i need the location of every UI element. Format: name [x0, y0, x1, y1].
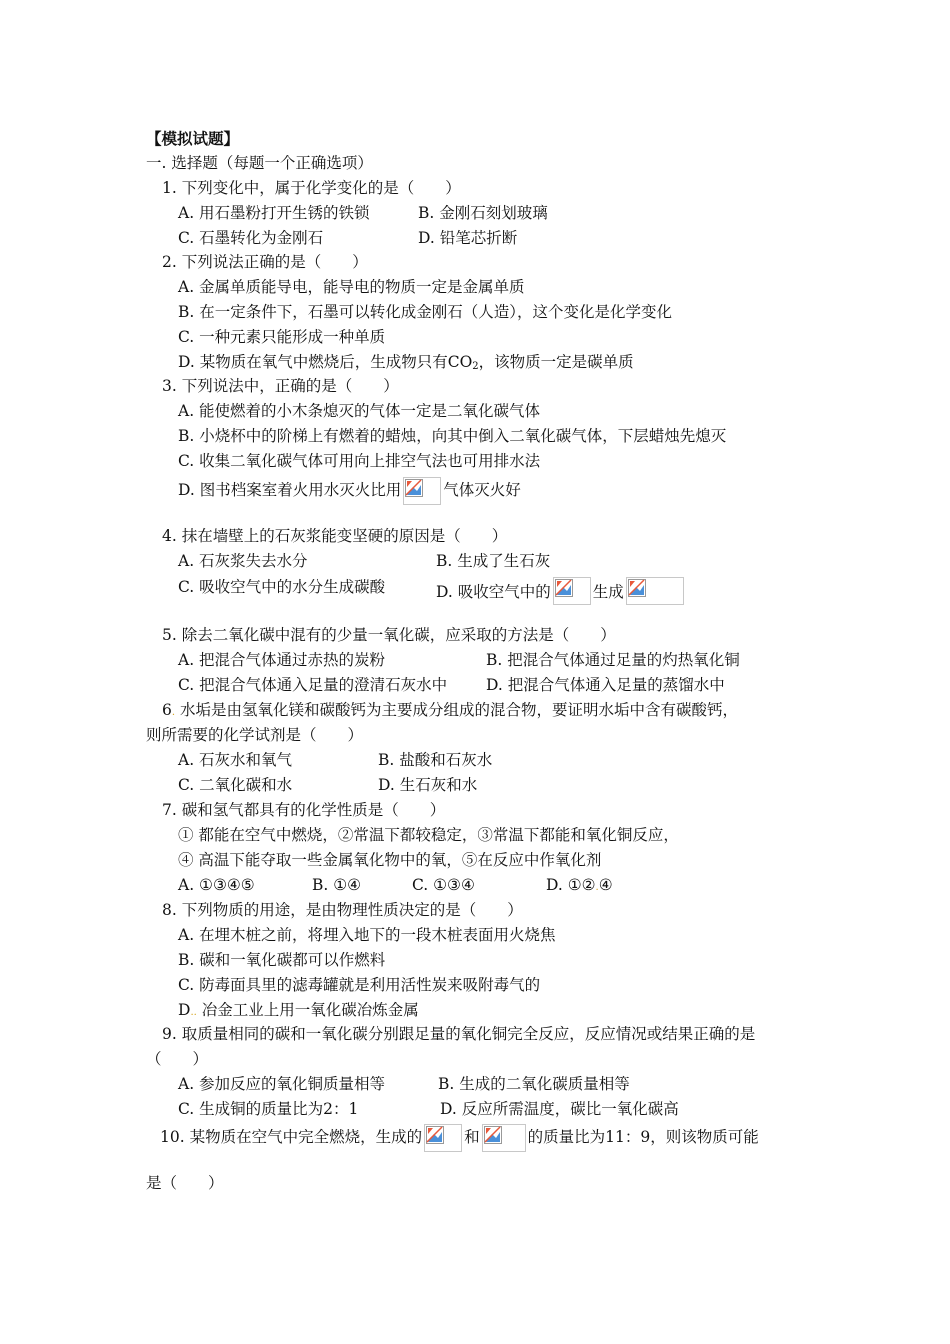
- dot-mark: .: [595, 882, 599, 893]
- dot-mark: .: [190, 1007, 194, 1018]
- question-1-option-d: D. 铅笔芯折断: [418, 229, 518, 247]
- question-6-stem-cont: 则所需要的化学试剂是（ ）: [146, 726, 364, 744]
- option-d-text-1: D. 某物质在氧气中燃烧后，生成物只有CO: [178, 353, 473, 371]
- question-5-option-d: D. 把混合气体通入足量的蒸馏水中: [486, 676, 725, 694]
- option-d-text-2: 气体灭火好: [443, 481, 521, 499]
- broken-image-icon: [482, 1124, 526, 1152]
- broken-image-icon: [553, 577, 591, 605]
- question-1-option-c: C. 石墨转化为金刚石: [178, 229, 324, 247]
- option-d-text-1: D. 吸收空气中的: [436, 583, 551, 601]
- part-heading: 一. 选择题（每题一个正确选项）: [146, 154, 373, 172]
- question-1-option-a: A. 用石墨粉打开生锈的铁锁: [178, 204, 370, 222]
- section-title: 【模拟试题】: [146, 129, 240, 148]
- question-1-option-b: B. 金刚石刻划玻璃: [418, 204, 548, 222]
- dot-mark: .: [193, 1007, 197, 1018]
- question-7-option-d: [546, 875, 613, 898]
- question-3-option-d: [178, 477, 521, 505]
- question-2-stem: 2. 下列说法正确的是（ ）: [162, 253, 368, 271]
- question-8-option-c: C. 防毒面具里的滤毒罐就是利用活性炭来吸附毒气的: [178, 976, 541, 994]
- question-9-option-d: D. 反应所需温度，碳比一氧化碳高: [440, 1100, 679, 1118]
- question-1-stem: 1. 下列变化中，属于化学变化的是（ ）: [162, 179, 461, 197]
- question-7-stem: 7. 碳和氢气都具有的化学性质是（ ）: [162, 801, 446, 819]
- question-8-option-b: B. 碳和一氧化碳都可以作燃料: [178, 951, 386, 969]
- stem-text: 水垢是由氢氧化镁和碳酸钙为主要成分组成的混合物，要证明水垢中含有碳酸钙，: [180, 701, 739, 719]
- question-7-line-1: ① 都能在空气中燃烧，②常温下都较稳定，③常温下都能和氧化铜反应，: [178, 826, 679, 844]
- broken-image-icon: [424, 1124, 462, 1152]
- question-8-stem: 8. 下列物质的用途，是由物理性质决定的是（ ）: [162, 901, 523, 919]
- option-d-text: 冶金工业上用一氧化碳冶炼金属: [201, 1001, 419, 1019]
- question-number: 6: [162, 701, 172, 719]
- question-5-option-c: C. 把混合气体通入足量的澄清石灰水中: [178, 676, 448, 694]
- question-3-stem: 3. 下列说法中，正确的是（ ）: [162, 377, 399, 395]
- question-6-option-a: A. 石灰水和氧气: [178, 751, 293, 769]
- question-9-stem: 9. 取质量相同的碳和一氧化碳分别跟足量的氧化铜完全反应，反应情况或结果正确的是: [162, 1025, 756, 1043]
- question-4-option-c: C. 吸收空气中的水分生成碳酸: [178, 578, 386, 596]
- question-2-option-c: C. 一种元素只能形成一种单质: [178, 328, 386, 346]
- option-d-text-1: D. ①②: [546, 876, 596, 894]
- option-d-text-2: ，该物质一定是碳单质: [478, 353, 634, 371]
- question-10-stem-cont: 是（ ）: [146, 1174, 224, 1192]
- question-9-stem-cont: （ ）: [146, 1050, 209, 1068]
- question-2-option-b: B. 在一定条件下，石墨可以转化成金刚石（人造），这个变化是化学变化: [178, 303, 672, 321]
- question-4-option-b: B. 生成了生石灰: [436, 552, 551, 570]
- stem-text-2: 和: [464, 1128, 480, 1146]
- question-3-option-a: A. 能使燃着的小木条熄灭的气体一定是二氧化碳气体: [178, 402, 541, 420]
- question-10-stem: [160, 1124, 759, 1152]
- question-6-option-b: B. 盐酸和石灰水: [378, 751, 493, 769]
- question-2-option-a: A. 金属单质能导电，能导电的物质一定是金属单质: [178, 278, 525, 296]
- question-8-option-d: [178, 1000, 419, 1023]
- broken-image-icon: [626, 577, 684, 605]
- question-5-stem: 5. 除去二氧化碳中混有的少量一氧化碳，应采取的方法是（ ）: [162, 626, 616, 644]
- question-9-option-c: C. 生成铜的质量比为2：1: [178, 1100, 359, 1118]
- broken-image-icon: [403, 477, 441, 505]
- option-d-text-2: 生成: [592, 583, 624, 601]
- stem-text-3: 的质量比为11：9，则该物质可能: [527, 1128, 759, 1146]
- question-7-line-2: ④ 高温下能夺取一些金属氧化物中的氧，⑤在反应中作氧化剂: [178, 851, 602, 869]
- subscript-2: 2: [472, 361, 479, 372]
- question-9-option-a: A. 参加反应的氧化铜质量相等: [178, 1075, 386, 1093]
- question-8-option-a: A. 在埋木桩之前，将埋入地下的一段木桩表面用火烧焦: [178, 926, 556, 944]
- option-d-text-2: ④: [598, 876, 613, 894]
- question-7-option-a: A. ①③④⑤: [178, 876, 255, 894]
- option-d-letter: D: [178, 1001, 191, 1019]
- option-d-text-1: D. 图书档案室着火用水灭火比用: [178, 481, 402, 499]
- question-7-option-c: C. ①③④: [412, 876, 475, 894]
- question-5-option-a: A. 把混合气体通过赤热的炭粉: [178, 651, 386, 669]
- stem-text-1: 10. 某物质在空气中完全燃烧，生成的: [160, 1128, 423, 1146]
- question-3-option-c: C. 收集二氧化碳气体可用向上排空气法也可用排水法: [178, 452, 541, 470]
- question-6-stem: [162, 700, 738, 723]
- question-6-option-d: D. 生石灰和水: [378, 776, 478, 794]
- question-4-option-d: [436, 577, 686, 605]
- question-3-option-b: B. 小烧杯中的阶梯上有燃着的蜡烛，向其中倒入二氧化碳气体，下层蜡烛先熄灭: [178, 427, 727, 445]
- question-4-stem: 4. 抹在墙壁上的石灰浆能变坚硬的原因是（ ）: [162, 527, 508, 545]
- dot-mark: .: [171, 707, 176, 718]
- question-4-option-a: A. 石灰浆失去水分: [178, 552, 308, 570]
- question-2-option-d: [178, 352, 634, 377]
- question-5-option-b: B. 把混合气体通过足量的灼热氧化铜: [486, 651, 740, 669]
- question-7-option-b: B. ①④: [312, 876, 362, 894]
- question-6-option-c: C. 二氧化碳和水: [178, 776, 293, 794]
- question-9-option-b: B. 生成的二氧化碳质量相等: [438, 1075, 630, 1093]
